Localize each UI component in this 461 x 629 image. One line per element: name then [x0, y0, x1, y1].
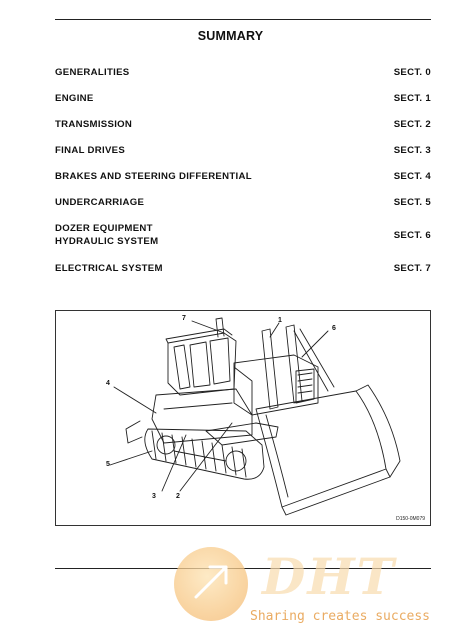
section-name: TRANSMISSION — [55, 119, 133, 130]
section-number: SECT. 4 — [393, 171, 431, 182]
top-rule — [55, 19, 431, 20]
bulldozer-drawing — [56, 311, 432, 527]
callout-6: 6 — [332, 325, 336, 332]
section-name: ENGINE — [55, 93, 94, 104]
page-title: SUMMARY — [197, 29, 264, 43]
section-name: GENERALITIES — [55, 67, 130, 78]
callout-3: 3 — [152, 493, 156, 500]
section-name: BRAKES AND STEERING DIFFERENTIAL — [55, 171, 252, 182]
section-number: SECT. 1 — [393, 93, 431, 104]
watermark-arrow-icon — [188, 557, 236, 605]
bulldozer-figure — [55, 310, 431, 526]
section-name-line1: DOZER EQUIPMENT — [55, 223, 153, 234]
section-number: SECT. 7 — [393, 263, 431, 274]
callout-4: 4 — [106, 380, 110, 387]
section-name: UNDERCARRIAGE — [55, 197, 145, 208]
section-name: FINAL DRIVES — [55, 145, 126, 156]
figure-id: D150-0M079 — [396, 516, 425, 522]
watermark — [170, 543, 460, 629]
section-number: SECT. 2 — [393, 119, 431, 130]
callout-7: 7 — [182, 315, 186, 322]
watermark-tagline: Sharing creates success — [250, 609, 431, 624]
watermark-logo: DHT — [262, 547, 396, 606]
section-number: SECT. 5 — [393, 197, 431, 208]
section-number: SECT. 6 — [393, 230, 431, 241]
section-name: ELECTRICAL SYSTEM — [55, 263, 163, 274]
callout-2: 2 — [176, 493, 180, 500]
section-name-line2: HYDRAULIC SYSTEM — [55, 236, 159, 247]
callout-5: 5 — [106, 461, 110, 468]
section-number: SECT. 0 — [393, 67, 431, 78]
callout-1: 1 — [278, 317, 282, 324]
section-row-6 — [55, 222, 431, 250]
section-number: SECT. 3 — [393, 145, 431, 156]
